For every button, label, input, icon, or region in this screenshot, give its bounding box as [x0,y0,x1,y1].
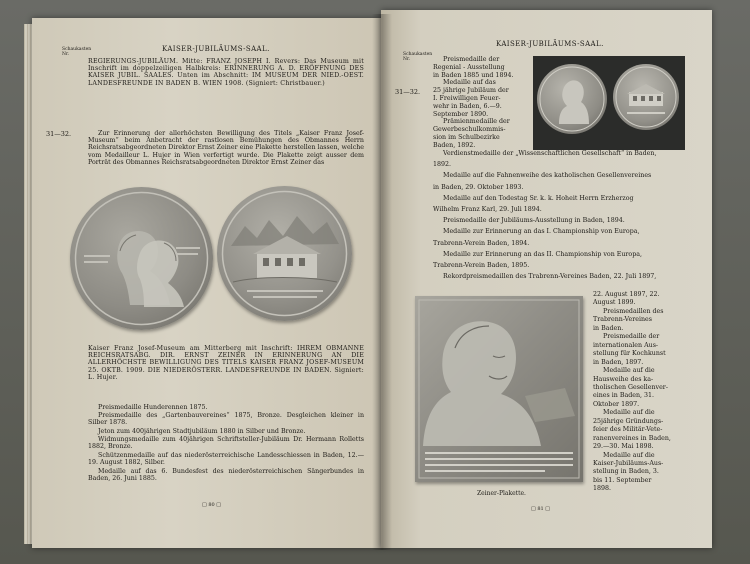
wide-line: 1892. [433,161,452,169]
book-gutter [372,14,392,550]
right-folio: □ 81 □ [531,506,550,512]
left-item-5: Schützenmedaille auf das niederösterreichische Landesschiessen in Baden, 12.—19. August 1882, Silber. [88,452,364,467]
emperor-bust-icon [537,64,607,134]
zeiner-portrait-icon [415,296,583,482]
wide-line: Trabrenn-Verein Baden, 1894. [433,239,530,247]
left-column-head: Schaukasten Nr. [62,47,92,57]
left-para-1: REGIERUNGS-JUBILÄUM. Mitte: FRANZ JOSEPH I. Revers: Das Museum mit Inschrift im doppelzeiligen Halbkreis: ERINNERUNG A. D. ERÖFFNUNG DES KAISER JUBIL. SAALES. Unten im Abschnitt: IM MUSEUM DER NIED.-OEST. LANDESFREUNDE IN BADEN B. WIEN 1908. (Signiert: Christbauer.) [88,58,364,87]
zeiner-medal-reverse [217,186,352,321]
right-running-head: KAISER-JUBILÄUMS-SAAL. [496,40,604,48]
side-line: feier des Militär-Vete- [593,426,663,434]
side-line: stellung in Baden, 3. [593,468,659,476]
side-line: Medaille auf die [603,451,655,459]
zeiner-medal-obverse [70,187,213,330]
museum-building-icon [217,186,352,321]
narrow-line: Prämienmedaille der [443,118,510,126]
right-column-head: Schaukasten Nr. [403,52,433,62]
side-line: in Baden. [593,324,624,332]
narrow-line: sion im Schulbezirke [433,134,500,141]
left-para-3: Kaiser Franz Josef-Museum am Mitterberg mit Inschrift: IHREM OBMANNE REICHSRATSABG. DIR. ERNST ZEINER IN ERINNERUNG AN DIE ALLERHÖCHSTE BEWILLIGUNG DES TITELS KAISER FRANZ JOSEF-MUSEUM 25. OKTB. 1909. DIE NIEDERÖSTERR. LANDESFREUNDE IN BADEN. Signiert: L. Hujer. [88,345,364,381]
medal-photo-obverse [537,64,607,134]
narrow-line: Regenial - Ausstellung [433,63,505,71]
left-ref-number: 31—32. [46,130,72,138]
narrow-line: Preismedaille der [443,56,500,63]
side-line: Trabrenn-Vereines [593,316,652,324]
side-line: Oktober 1897. [593,400,640,408]
zeiner-plaque [415,296,583,482]
wide-line: Preismedaille der Jubiläums-Ausstellung in Baden, 1894. [443,217,625,225]
portrait-relief-icon [70,187,213,330]
side-line: bis 11. September [593,476,652,484]
side-line: 22. August 1897, 22. [593,291,660,298]
left-para-2: Zur Erinnerung der allerhöchsten Bewilligung des Titels „Kaiser Franz Josef-Museum“ beim Anbetracht der rastlosen Bemühungen des Obmannes Herrn Reichsratsabgeordneten Direktor Ernst Zeiner eine Plakette herstellen lassen, welche vom Medailleur L. Hujer in Wien verfertigt wurde. Die Plakette zeigt ausser dem Porträt des Obmannes Reichsratsabgeordneten Direktor Ernst Zeiner das [88,130,364,166]
left-item-3: Jeton zum 400jährigen Stadtjubiläum 1880 in Silber und Bronze. [98,428,306,435]
side-line: Medaille auf die [603,409,655,417]
narrow-line: September 1890. [433,110,489,118]
wide-line: Medaille auf die Fahnenweihe des katholischen Gesellenvereines [443,172,652,180]
side-line: ranenvereines in Baden, [593,434,671,442]
narrow-line: Medaille auf das [443,79,496,87]
wide-line: Verdienstmedaille der „Wissenschaftlichen Gesellschaft“ in Baden, [443,150,657,157]
narrow-line: wehr in Baden, 6.—9. [433,102,502,110]
medal-photo-reverse [613,64,679,130]
side-line: 25jährige Gründungs- [593,417,664,425]
wide-line: Medaille zur Erinnerung an das I. Championship von Europa, [443,228,640,236]
left-page [32,18,381,548]
wide-line: in Baden, 29. Oktober 1893. [433,183,524,191]
side-line: Preismedaillen des [603,307,664,315]
building-medal-icon [613,64,679,130]
left-folio: □ 80 □ [202,502,221,508]
side-line: internationalen Aus- [593,341,659,349]
wide-line: Medaille auf den Todestag Sr. k. k. Hoheit Herrn Erzherzog [443,194,634,202]
right-ref-number: 31—32. [395,88,421,96]
narrow-line: 25 jährige Jubiläum der [433,87,509,95]
side-line: 29.—30. Mai 1898. [593,443,654,451]
left-item-2: Preismedaille des „Gartenbauvereines“ 1875, Bronze. Desgleichen kleiner in Silber 1878. [88,412,364,427]
narrow-line: in Baden 1885 und 1894. [433,71,514,79]
side-line: Kaiser-Jubiläums-Aus- [593,460,664,467]
wide-line: Rekordpreismedaillen des Trabrenn-Vereines Baden, 22. Juli 1897, [443,273,657,281]
side-line: in Baden, 1897. [593,358,644,366]
narrow-line: I. Freiwilligen Feuer- [433,95,501,102]
medal-photo [533,56,685,150]
left-item-1: Preismedaille Hunderennen 1875. [98,404,208,411]
side-line: tholischen Gesellenver- [593,383,668,391]
side-line: Preismedaille der [603,333,660,341]
side-line: Hausweihe des ka- [593,375,654,383]
side-line: stellung für Kochkunst [593,350,666,358]
left-item-6: Medaille auf das 6. Bundesfest des niederösterreichischen Sängerbundes in Baden, 26. Juni 1885. [88,468,364,483]
left-item-4: Widmungsmedaille zum 40jährigen Schriftsteller-Jubiläum Dr. Hermann Rolletts 1882, Bronze. [88,436,364,451]
wide-line: Medaille zur Erinnerung an das II. Championship von Europa, [443,250,643,258]
side-line: eines in Baden, 31. [593,392,655,400]
plaque-caption: Zeiner-Plakette. [477,490,526,497]
side-line: August 1899. [593,299,636,307]
left-running-head: KAISER-JUBILÄUMS-SAAL. [162,45,270,53]
wide-line: Trabrenn-Verein Baden, 1895. [433,262,530,269]
side-line: 1898. [593,485,612,493]
side-line: Medaille auf die [603,367,655,375]
wide-line: Wilhelm Franz Karl, 29. Juli 1894. [433,206,542,213]
right-page [381,10,712,548]
narrow-line: Baden, 1892. [433,141,476,149]
narrow-line: Gewerbeschulkommis- [433,126,506,134]
